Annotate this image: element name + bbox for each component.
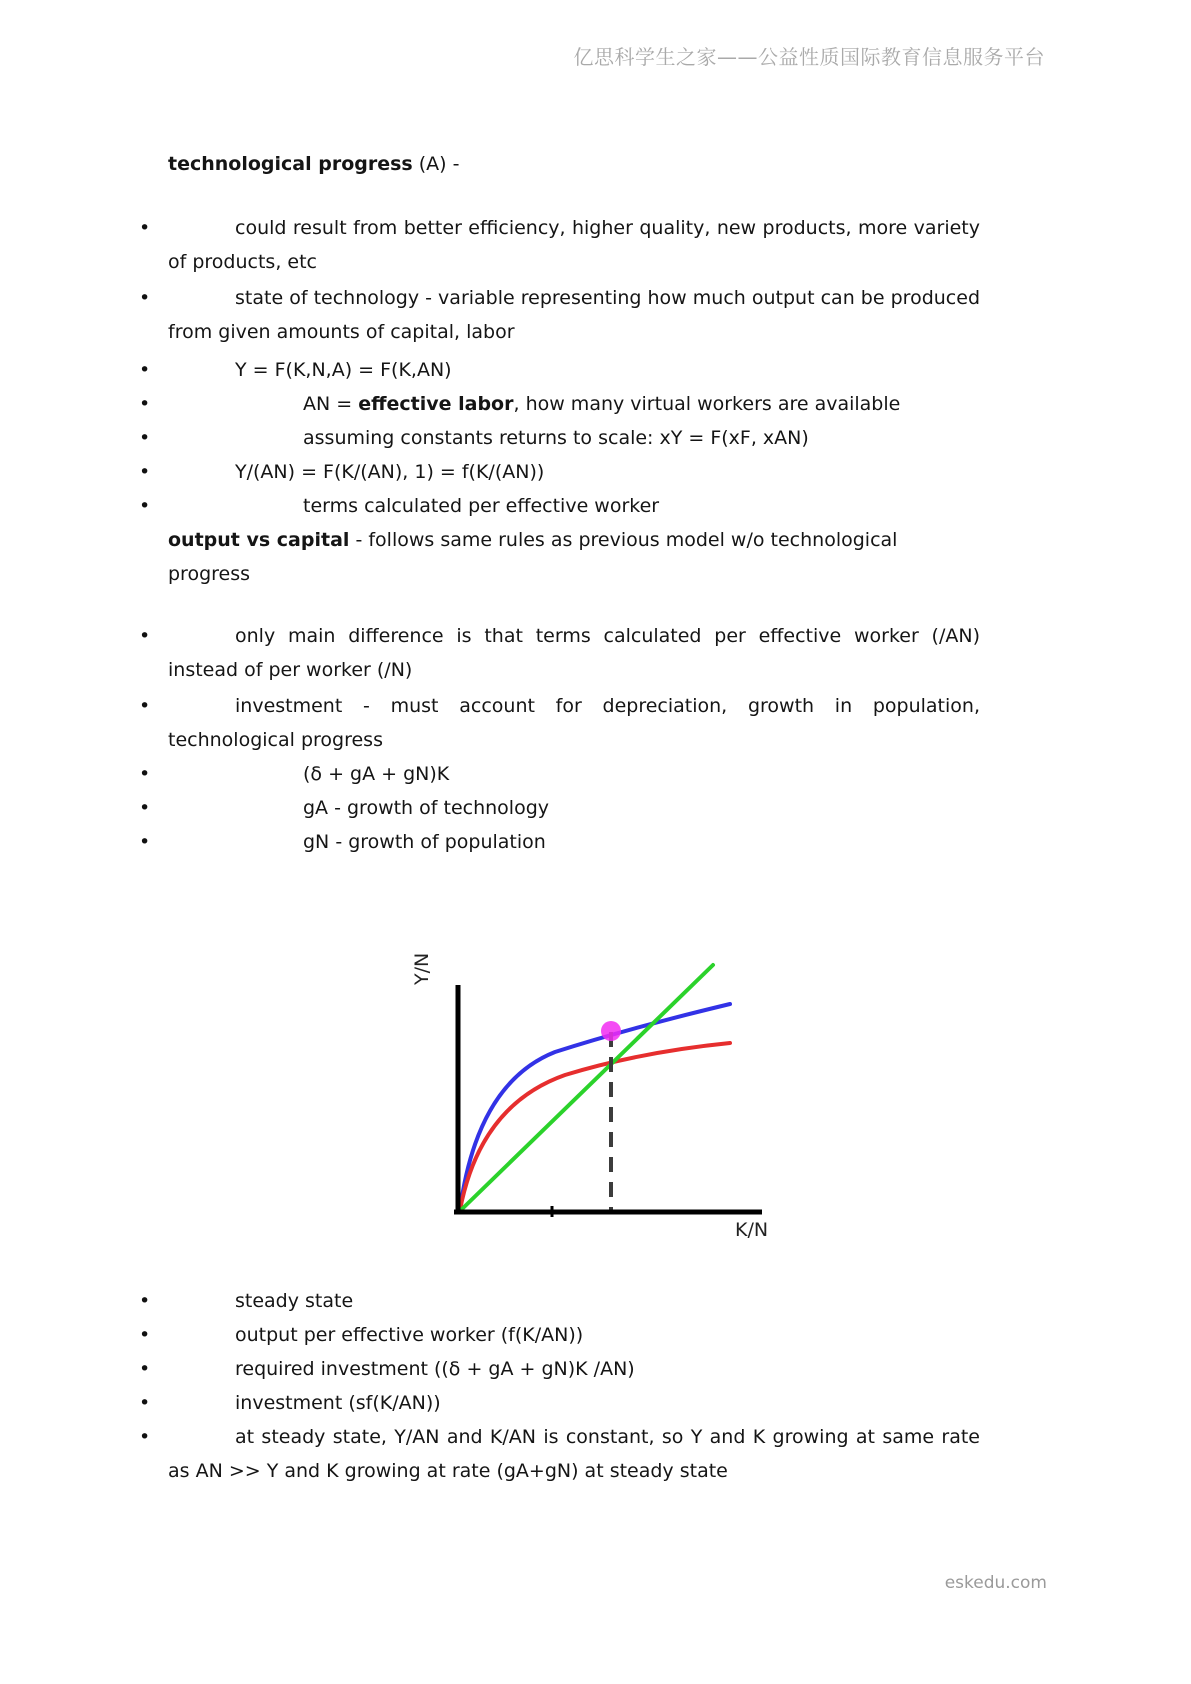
bullet-text: steady state (235, 1290, 354, 1312)
bullet-text: output per effective worker (f(K/AN)) (235, 1324, 584, 1346)
bullet-item-efficiency (139, 211, 980, 279)
bullet-marker: • (139, 797, 151, 819)
bullet-text: investment (sf(K/AN)) (235, 1392, 441, 1414)
bullet-marker: • (139, 1358, 151, 1380)
solow-steady-state-chart (380, 880, 800, 1250)
bullet-marker: • (139, 287, 151, 309)
bullet-item-gn (139, 825, 980, 859)
bullet-marker: • (139, 461, 151, 483)
page-header-watermark: 亿思科学生之家——公益性质国际教育信息服务平台 (573, 45, 1045, 69)
heading-rest-text: - follows same rules as previous model w/o technological progress (168, 529, 898, 585)
bullet-text: at steady state, Y/AN and K/AN is constant, so Y and K growing at same rate as AN >> Y and K growing at rate (gA+gN) at steady state (168, 1426, 980, 1482)
bullet-marker: • (139, 217, 151, 239)
bullet-item-state-of-technology (139, 281, 980, 349)
page-footer-watermark: eskedu.com (944, 1573, 1047, 1593)
bullet-item-production-function (139, 353, 980, 387)
heading-bold-text: technological progress (168, 153, 413, 175)
bullet-item-ga (139, 791, 980, 825)
steady-state-dot (601, 1021, 621, 1041)
bullet-item-required-investment-formula (139, 757, 980, 791)
bullet-text: investment - must account for depreciation, growth in population, technological progress (168, 695, 980, 751)
bullet-item-effective-labor (139, 387, 980, 421)
bullet-text-post: , how many virtual workers are available (513, 393, 901, 415)
bullet-text-pre: AN = (303, 393, 359, 415)
bullet-marker: • (139, 495, 151, 517)
bullet-marker: • (139, 1392, 151, 1414)
bullet-item-investment (139, 1386, 980, 1420)
bullet-marker: • (139, 695, 151, 717)
bullet-item-growth-rates (139, 1420, 980, 1488)
heading-technological-progress (168, 147, 980, 181)
bullet-marker: • (139, 625, 151, 647)
bullet-marker: • (139, 427, 151, 449)
bullet-marker: • (139, 1290, 151, 1312)
bullet-text: assuming constants returns to scale: xY = F(xF, xAN) (303, 427, 809, 449)
bullet-item-required-investment (139, 1352, 980, 1386)
bullet-item-returns-to-scale (139, 421, 980, 455)
bullet-text: terms calculated per effective worker (303, 495, 660, 517)
bullet-text: Y/(AN) = F(K/(AN), 1) = f(K/(AN)) (235, 461, 545, 483)
bullet-marker: • (139, 359, 151, 381)
output-curve (460, 1004, 730, 1210)
bullet-text: could result from better efficiency, higher quality, new products, more variety of products, etc (168, 217, 980, 273)
bullet-text: (δ + gA + gN)K (303, 763, 450, 785)
bullet-text: Y = F(K,N,A) = F(K,AN) (235, 359, 452, 381)
bullet-text: gA - growth of technology (303, 797, 549, 819)
bullet-text: required investment ((δ + gA + gN)K /AN) (235, 1358, 635, 1380)
bullet-text-bold: effective labor (358, 393, 514, 415)
heading-output-vs-capital (168, 523, 980, 591)
heading-rest-text: (A) - (412, 153, 460, 175)
heading-bold-text: output vs capital (168, 529, 350, 551)
bullet-text: gN - growth of population (303, 831, 546, 853)
bullet-marker: • (139, 831, 151, 853)
bullet-item-terms-calculated (139, 489, 980, 523)
bullet-item-steady-state (139, 1284, 980, 1318)
bullet-text: only main difference is that terms calculated per effective worker (/AN) instead of per worker (/N) (168, 625, 980, 681)
investment-curve (460, 1043, 730, 1210)
bullet-item-investment-account (139, 689, 980, 757)
y-axis-label: Y/N (411, 952, 433, 985)
bullet-item-output-per-effective-worker (139, 1318, 980, 1352)
bullet-item-per-effective-worker-eq (139, 455, 980, 489)
bullet-marker: • (139, 763, 151, 785)
bullet-item-main-difference (139, 619, 980, 687)
bullet-marker: • (139, 1324, 151, 1346)
required-investment-line (460, 965, 713, 1211)
bullet-marker: • (139, 1426, 151, 1448)
bullet-marker: • (139, 393, 151, 415)
x-axis-label: K/N (735, 1219, 769, 1241)
bullet-text: state of technology - variable representing how much output can be produced from given amounts of capital, labor (168, 287, 980, 343)
